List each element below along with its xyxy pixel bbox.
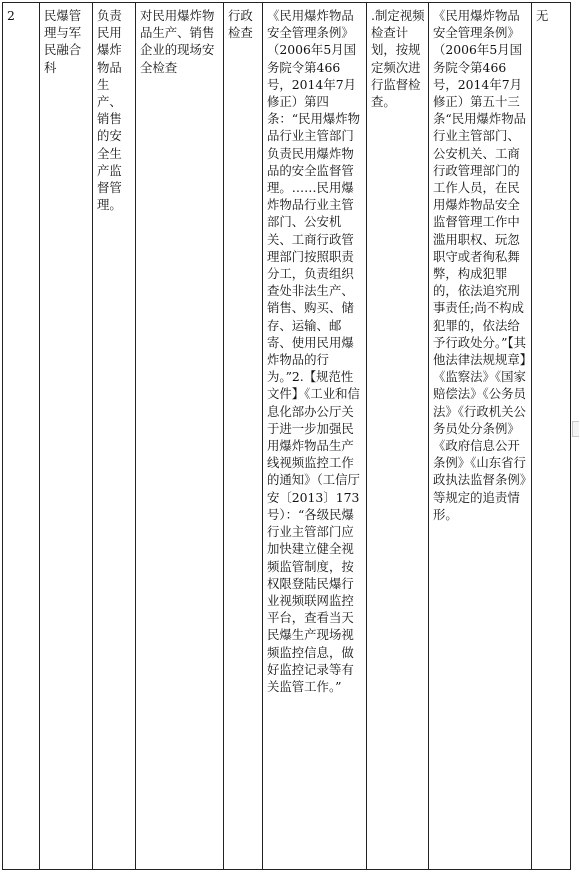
- row-number-cell: 2: [3, 3, 40, 870]
- item-type-cell: 行政检查: [224, 3, 263, 870]
- department-cell: 民爆管理与军民融合科: [40, 3, 93, 870]
- accountability-cell: 《民用爆炸物品安全管理条例》（2006年5月国务院令第466号，2014年7月修正）第五十三条“民用爆炸物品行业主管部门、公安机关、工商行政管理部门的工作人员，在民用爆炸物品安全监督管理工作中滥用职权、玩忽职守或者徇私舞弊，构成犯罪的，依法追究刑事责任;尚不构成犯罪的，依法给予行政处分。”【其他法律法规规章】《监察法》《国家赔偿法》《公务员法》《行政机关公务员处分条例》《政府信息公开条例》《山东省行政执法监督条例》等规定的追责情形。: [429, 3, 532, 870]
- side-scroll-tab[interactable]: [572, 421, 579, 437]
- responsibility-table: [2, 2, 571, 870]
- item-name-cell: 对民用爆炸物品生产、销售企业的现场安全检查: [136, 3, 224, 870]
- table-row: [3, 3, 571, 870]
- measures-cell: .制定视频检查计划，按规定频次进行监督检查。: [367, 3, 429, 870]
- remark-cell: 无: [532, 3, 571, 870]
- duty-cell: 负责民用爆炸物品生产、销售的安全生产监督管理。: [93, 3, 136, 870]
- legal-basis-cell: 《民用爆炸物品安全管理条例》（2006年5月国务院令第466号，2014年7月修正）第四条：“民用爆炸物品行业主管部门负责民用爆炸物品的安全监督管理。……民用爆炸物品行业主管部门、公安机关、工商行政管理部门按照职责分工，负责组织查处非法生产、销售、购买、储存、运输、邮寄、使用民用爆炸物品的行为。”2.【规范性文件】《工业和信息化部办公厅关于进一步加强民用爆炸物品生产线视频监控工作的通知》（工信厅安〔2013〕173号）：“各级民爆行业主管部门应加快建立健全视频监管制度，按权限登陆民爆行业视频联网监控平台，查看当天民爆生产现场视频监控信息，做好监控记录等有关监管工作。”: [263, 3, 367, 870]
